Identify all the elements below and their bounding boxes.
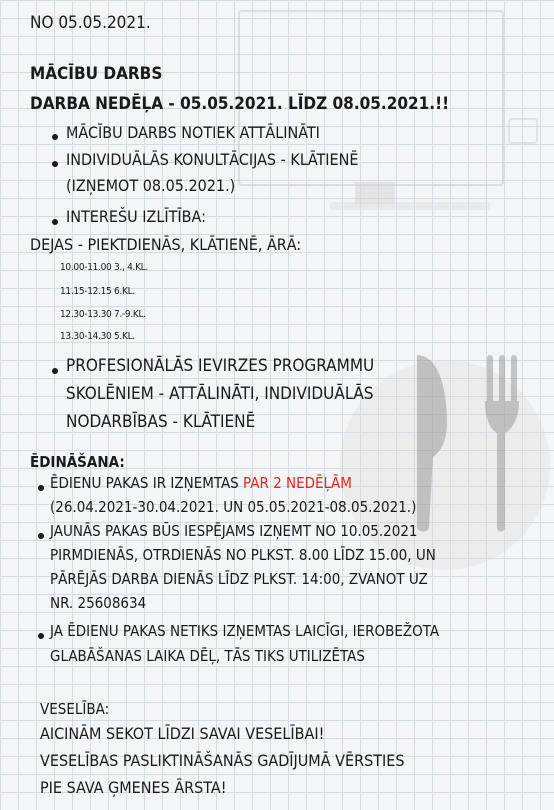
packages-warning-line: GLABĀŠANAS LAIKA DĒĻ, TĀS TIKS UTILIZĒTAS [50,647,365,665]
food-packages-dates: (26.04.2021-30.04.2021. UN 05.05.2021-08.05.2021.) [50,498,417,516]
bullet-icon [52,161,58,167]
bullet-icon [38,533,44,539]
dance-heading: DEJAS - PIEKTDIENĀS, KLĀTIENĒ, ĀRĀ: [30,235,302,254]
dance-schedule-line: 11.15-12.15 6.KL. [60,286,135,297]
consultations-item: INDIVIDUĀLĀS KONULTĀCIJAS - KLĀTIENĒ [66,150,359,169]
interest-education-item: INTEREŠU IZLĪTĪBA: [66,207,206,226]
mug-illustration [508,118,538,144]
date-line: NO 05.05.2021. [30,13,151,33]
consultations-exception: (IZŅEMOT 08.05.2021.) [66,176,236,195]
dance-schedule-line: 13.30-14.30 5.KL. [60,331,135,342]
food-packages-text: ĒDIENU PAKAS IR IZŅEMTAS [50,474,239,492]
keyboard-illustration [330,202,490,210]
study-title: MĀCĪBU DARBS [30,64,163,84]
health-line: AICINĀM SEKOT LĪDZI SAVAI VESELĪBAI! [40,724,325,743]
professional-line: PROFESIONĀLĀS IEVIRZES PROGRAMMU [66,356,375,376]
health-heading: VESELĪBA: [40,700,110,718]
health-line: PIE SAVA ĢMENES ĀRSTA! [40,778,227,797]
monitor-stand-illustration [355,182,395,204]
bullet-icon [38,485,44,491]
dance-schedule-line: 10.00-11.00 3., 4.KL. [60,262,148,273]
new-packages-line: JAUNĀS PAKAS BŪS IESPĒJAMS IZŅEMT NO 10.05.2021 [50,522,418,540]
professional-line: NODARBĪBAS - KLĀTIENĒ [66,412,256,432]
food-packages-highlight: PAR 2 NEDĒĻĀM [243,474,352,492]
bullet-icon [52,368,58,374]
work-week-heading: DARBA NEDĒĻA - 05.05.2021. LĪDZ 08.05.2021.!! [30,94,450,114]
bullet-icon [52,219,58,225]
health-line: VESELĪBAS PASLIKTINĀŠANĀS GADĪJUMĀ VĒRSTIES [40,751,405,770]
remote-study-item: MĀCĪBU DARBS NOTIEK ATTĀLINĀTI [66,123,320,142]
professional-line: SKOLĒNIEM - ATTĀLINĀTI, INDIVIDUĀLĀS [66,384,374,404]
dance-schedule-line: 12.30-13.30 7.-9.KL. [60,309,146,320]
new-packages-line: PĀRĒJĀS DARBA DIENĀS LĪDZ PLKST. 14:00, ZVANOT UZ [50,570,428,588]
bullet-icon [38,633,44,639]
phone-number: NR. 25608634 [50,594,147,612]
packages-warning-line: JA ĒDIENU PAKAS NETIKS IZŅEMTAS LAICĪGI, IEROBEŽOTA [50,622,440,640]
bullet-icon [52,134,58,140]
catering-heading: ĒDINĀŠANA: [30,453,125,471]
food-packages-item [50,474,352,492]
new-packages-line: PIRMDIENĀS, OTRDIENĀS NO PLKST. 8.00 LĪDZ 15.00, UN [50,546,436,564]
